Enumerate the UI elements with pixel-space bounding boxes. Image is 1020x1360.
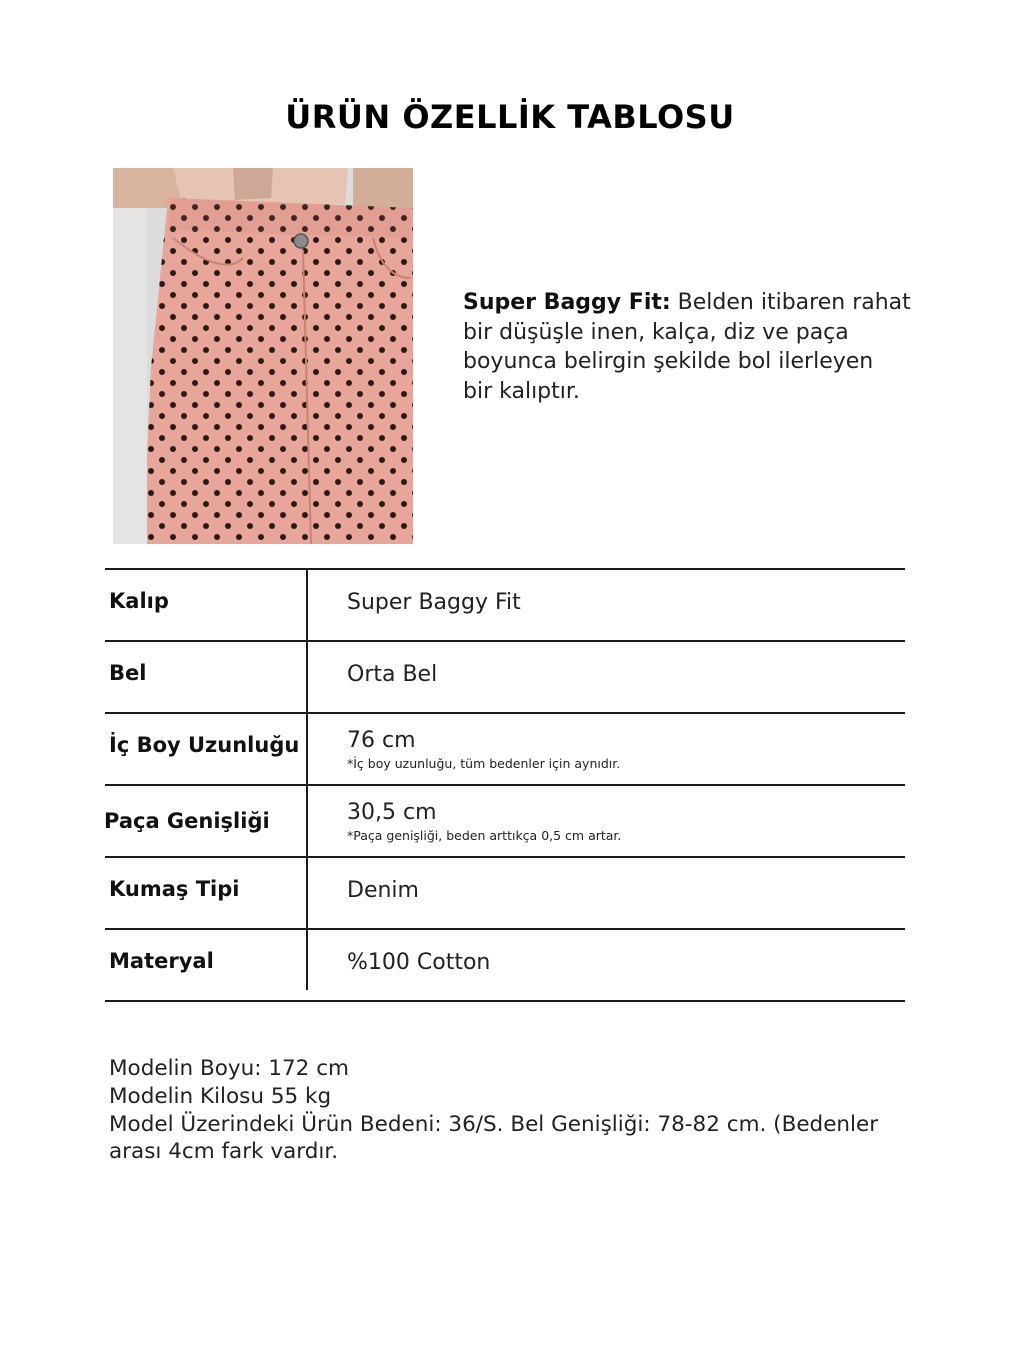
product-photo [113,168,413,544]
fit-description-line: boyunca belirgin şekilde bol ilerleyen [463,349,874,374]
table-row-ic-boy [105,712,905,784]
model-info-line: Model Üzerindeki Ürün Bedeni: 36/S. Bel Genişliği: 78-82 cm. (Bedenler [109,1111,879,1137]
row-value: Super Baggy Fit [347,590,521,615]
table-row-paca [105,784,905,856]
row-label: İç Boy Uzunluğu [109,733,300,757]
row-label: Bel [109,661,147,685]
page-title: ÜRÜN ÖZELLİK TABLOSU [285,98,735,136]
row-label: Paça Genişliği [104,809,270,833]
fit-description-line: bir düşüşle inen, kalça, diz ve paça [463,319,849,345]
table-row-kumas [105,856,905,928]
fit-description-line: bir kalıptır. [463,378,580,404]
fit-description-line: Belden itibaren rahat [670,290,911,315]
fit-description [463,288,933,406]
row-value: Denim [347,878,419,903]
fit-description-title: Super Baggy Fit: [463,290,671,315]
row-label: Kalıp [109,589,169,613]
spec-table [105,568,905,1002]
row-label: Kumaş Tipi [109,877,240,901]
model-info-line: Modelin Kilosu 55 kg [109,1083,332,1109]
table-row-materyal [105,928,905,1002]
row-note: *İç boy uzunluğu, tüm bedenler için aynıdır. [347,756,621,771]
table-row-bel [105,640,905,712]
row-value: 30,5 cm [347,800,437,825]
row-label: Materyal [109,949,214,973]
model-info-line: arası 4cm fark vardır. [109,1139,339,1165]
row-value: Orta Bel [347,662,438,687]
row-note: *Paça genişliği, beden arttıkça 0,5 cm artar. [347,828,622,843]
model-info [109,1055,909,1166]
table-row-kalip [105,568,905,640]
model-info-line: Modelin Boyu: 172 cm [109,1056,349,1081]
row-value: %100 Cotton [347,950,491,975]
row-value: 76 cm [347,728,416,753]
